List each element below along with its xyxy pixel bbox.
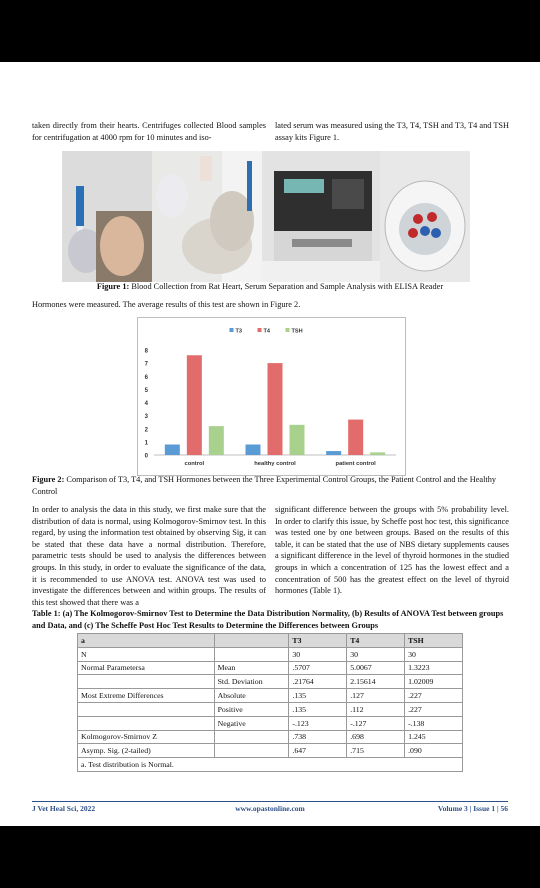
figure1-photos bbox=[62, 151, 470, 282]
table-row bbox=[78, 716, 463, 730]
table-cell: Std. Deviation bbox=[214, 675, 289, 689]
table-cell: 1.02009 bbox=[405, 675, 463, 689]
table-cell: -.127 bbox=[347, 716, 405, 730]
footer-volume: Volume 3 | Issue 1 | 56 bbox=[437, 804, 508, 813]
bar-t3 bbox=[165, 445, 180, 456]
bar-t4 bbox=[187, 355, 202, 455]
footer-divider bbox=[32, 801, 508, 802]
y-tick-label: 0 bbox=[144, 453, 148, 460]
bar-tsh bbox=[370, 452, 385, 455]
legend-swatch bbox=[230, 328, 234, 332]
x-category-label: control bbox=[184, 461, 205, 467]
y-tick-label: 7 bbox=[144, 361, 148, 368]
table-cell bbox=[214, 647, 289, 661]
table-cell: T3 bbox=[289, 634, 347, 648]
photo-syringe-hand bbox=[62, 151, 152, 282]
table-cell: 5.0067 bbox=[347, 661, 405, 675]
table-cell: Mean bbox=[214, 661, 289, 675]
table-cell bbox=[78, 702, 215, 716]
y-tick-label: 5 bbox=[144, 387, 148, 394]
y-tick-label: 8 bbox=[144, 348, 148, 355]
y-tick-label: 2 bbox=[144, 427, 148, 434]
table-cell: -.123 bbox=[289, 716, 347, 730]
top-right-paragraph: lated serum was measured using the T3, T4, TSH and T3, T4 and TSH assay kits Figure 1. bbox=[275, 121, 509, 142]
table-cell: Asymp. Sig. (2-tailed) bbox=[78, 744, 215, 758]
table-cell: .227 bbox=[405, 702, 463, 716]
y-tick-label: 6 bbox=[144, 374, 148, 381]
table-cell: Kolmogorov-Smirnov Z bbox=[78, 730, 215, 744]
figure1-caption-label: Figure 1: bbox=[96, 282, 130, 291]
bar-t4 bbox=[268, 363, 283, 455]
table-cell: TSH bbox=[405, 634, 463, 648]
bar-t4 bbox=[348, 420, 363, 455]
legend-swatch bbox=[286, 328, 290, 332]
y-tick-label: 3 bbox=[144, 414, 148, 421]
table-row bbox=[78, 675, 463, 689]
bar-tsh bbox=[290, 425, 305, 455]
body-paragraph-left: In order to analysis the data in this study, we first make sure that the distribution of data is normal, using Kolmogorov-Smirnov test. In this regard, by using the information test obtained by observing Sig, it can be stated that these data have a normal distribution. Therefore, parametric tests should be used to analysis the differences between groups. In this study, in order to evaluate the significance of the data, it is recommended to use ANOVA test. ANOVA test was used to investigate the differences between and within groups. The results of this test showed that there was a bbox=[32, 505, 266, 607]
figure2-caption-label: Figure 2: bbox=[32, 475, 65, 484]
table-cell bbox=[78, 675, 215, 689]
table-header-row bbox=[78, 634, 463, 648]
footer-journal: J Vet Heal Sci, 2022 bbox=[32, 804, 96, 813]
figure2-chart bbox=[137, 317, 406, 476]
figure2-caption-text: Comparison of T3, T4, and TSH Hormones between the Three Experimental Control Groups, the Patient Control and the Healthy Control bbox=[32, 475, 497, 496]
table-cell: 30 bbox=[289, 647, 347, 661]
table-footnote: a. Test distribution is Normal. bbox=[78, 758, 463, 772]
table-row bbox=[78, 744, 463, 758]
table-cell: .738 bbox=[289, 730, 347, 744]
table-row bbox=[78, 689, 463, 703]
table-cell: .698 bbox=[347, 730, 405, 744]
legend-swatch bbox=[258, 328, 262, 332]
bar-chart-svg bbox=[138, 318, 405, 475]
table-cell bbox=[214, 744, 289, 758]
table-cell bbox=[78, 716, 215, 730]
table-row bbox=[78, 647, 463, 661]
legend-label: T4 bbox=[263, 328, 271, 335]
table-cell: .647 bbox=[289, 744, 347, 758]
body-paragraph-right: significant difference between the groups with 5% probability level. In order to clarify this issue, by Scheffe post hoc test, this significance was tested one by one between groups. Based on the results of this table, it can be stated that the use of NBS dietary supplements causes a significant difference in the level of thyroid hormones in the studied groups in which a concentration of 125 has the lowest effect and a concentration of 500 has the greatest effect on the level of thyroid hormones (Table 1). bbox=[275, 505, 509, 596]
table-cell bbox=[214, 730, 289, 744]
table-row bbox=[78, 730, 463, 744]
table-cell: 1.245 bbox=[405, 730, 463, 744]
figure1-caption bbox=[32, 282, 508, 291]
table-cell: T4 bbox=[347, 634, 405, 648]
table-footnote-row bbox=[78, 758, 463, 772]
table-cell: a bbox=[78, 634, 215, 648]
table-cell: Positive bbox=[214, 702, 289, 716]
table-cell: .227 bbox=[405, 689, 463, 703]
table-row bbox=[78, 702, 463, 716]
document-page bbox=[0, 62, 540, 826]
table-cell: Absolute bbox=[214, 689, 289, 703]
table-cell: Negative bbox=[214, 716, 289, 730]
y-tick-label: 4 bbox=[144, 401, 148, 407]
table-cell: Most Extreme Differences bbox=[78, 689, 215, 703]
table-cell: .135 bbox=[289, 702, 347, 716]
table-cell: .112 bbox=[347, 702, 405, 716]
bar-tsh bbox=[209, 426, 224, 455]
table-cell: .715 bbox=[347, 744, 405, 758]
table-cell: 30 bbox=[405, 647, 463, 661]
legend-label: TSH bbox=[291, 328, 303, 335]
table-cell: 2.15614 bbox=[347, 675, 405, 689]
stats-table bbox=[77, 633, 463, 772]
table1-caption: Table 1: (a) The Kolmogorov-Smirnov Test to Determine the Data Distribution Normality, (b) Results of ANOVA Test between groups and Data, and (c) The Scheffe Post Hoc Test Results to Determine the Differences between Groups bbox=[32, 609, 504, 630]
legend-label: T3 bbox=[235, 328, 243, 335]
table-cell: Normal Parametersa bbox=[78, 661, 215, 675]
figure2-caption bbox=[32, 474, 508, 497]
table-cell bbox=[214, 634, 289, 648]
photo-elisa-reader bbox=[262, 151, 380, 282]
table-cell: .135 bbox=[289, 689, 347, 703]
footer-website[interactable]: www.opastonline.com bbox=[235, 804, 305, 813]
table-cell: .21764 bbox=[289, 675, 347, 689]
x-category-label: patient control bbox=[335, 461, 376, 467]
table-cell: N bbox=[78, 647, 215, 661]
bar-t3 bbox=[246, 445, 261, 456]
top-left-paragraph: taken directly from their hearts. Centrifuges collected Blood samples for centrifugation at 4000 rpm for 10 minutes and iso- bbox=[32, 121, 266, 142]
figure1-caption-text: Blood Collection from Rat Heart, Serum Separation and Sample Analysis with ELISA Reader bbox=[131, 282, 444, 291]
table-cell: .127 bbox=[347, 689, 405, 703]
bar-t3 bbox=[326, 451, 341, 455]
table-cell: 30 bbox=[347, 647, 405, 661]
photo-rat-collection bbox=[152, 151, 262, 282]
body-line: Hormones were measured. The average results of this test are shown in Figure 2. bbox=[32, 300, 301, 309]
table-row bbox=[78, 661, 463, 675]
table-cell: .090 bbox=[405, 744, 463, 758]
x-category-label: healthy control bbox=[254, 461, 296, 467]
table-cell: .5707 bbox=[289, 661, 347, 675]
y-tick-label: 1 bbox=[144, 440, 148, 447]
photo-centrifuge bbox=[380, 151, 470, 282]
table-cell: 1.3223 bbox=[405, 661, 463, 675]
table-cell: -.138 bbox=[405, 716, 463, 730]
